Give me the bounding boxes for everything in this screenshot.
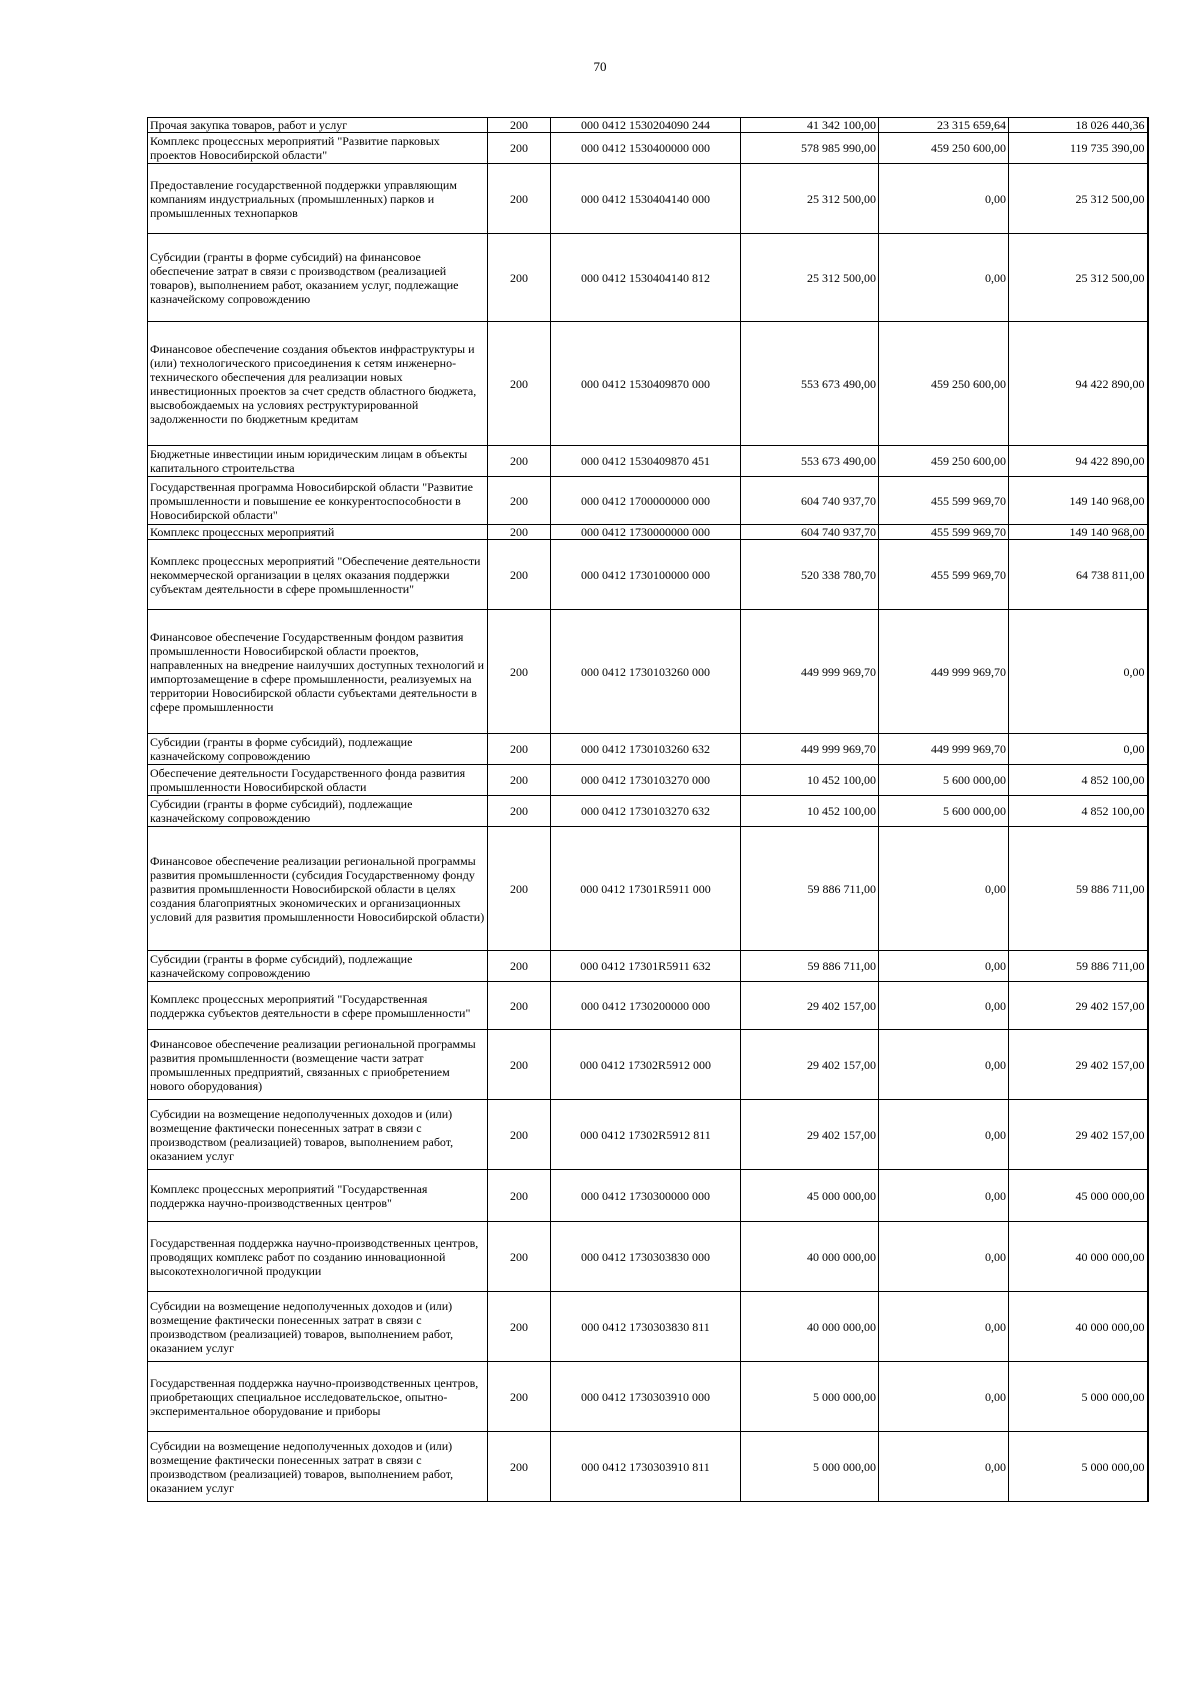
row-executed-cell: 0,00 [879,1100,1009,1170]
row-executed-cell: 23 315 659,64 [879,118,1009,133]
row-name-cell: Комплекс процессных мероприятий [148,525,488,540]
row-name-cell: Субсидии (гранты в форме субсидий), подлежащие казначейскому сопровождению [148,734,488,765]
row-unexecuted-cell: 45 000 000,00 [1009,1170,1148,1222]
row-approved-cell: 40 000 000,00 [741,1222,879,1292]
row-code-cell: 200 [488,610,551,734]
row-unexecuted-cell: 29 402 157,00 [1009,1100,1148,1170]
row-budget-code-cell: 000 0412 1730303830 811 [551,1292,741,1362]
table-row [148,540,1148,610]
table-body [148,118,1148,1502]
row-executed-cell: 0,00 [879,951,1009,982]
row-unexecuted-cell: 5 000 000,00 [1009,1362,1148,1432]
table-row [148,446,1148,477]
row-name-cell: Государственная поддержка научно-производственных центров, приобретающих специальное исследовательское, опытно-экспериментальное оборудование и приборы [148,1362,488,1432]
row-unexecuted-cell: 18 026 440,36 [1009,118,1148,133]
row-name-cell: Субсидии на возмещение недополученных доходов и (или) возмещение фактически понесенных затрат в связи с производством (реализацией) товаров, выполнением работ, оказанием услуг [148,1292,488,1362]
row-approved-cell: 40 000 000,00 [741,1292,879,1362]
row-budget-code-cell: 000 0412 17301R5911 000 [551,827,741,951]
row-approved-cell: 520 338 780,70 [741,540,879,610]
row-approved-cell: 5 000 000,00 [741,1432,879,1502]
row-name-cell: Субсидии на возмещение недополученных доходов и (или) возмещение фактически понесенных затрат в связи с производством (реализацией) товаров, выполнением работ, оказанием услуг [148,1100,488,1170]
row-approved-cell: 449 999 969,70 [741,734,879,765]
row-approved-cell: 604 740 937,70 [741,525,879,540]
row-budget-code-cell: 000 0412 1530409870 451 [551,446,741,477]
row-name-cell: Комплекс процессных мероприятий "Развитие парковых проектов Новосибирской области" [148,133,488,164]
row-unexecuted-cell: 4 852 100,00 [1009,796,1148,827]
row-unexecuted-cell: 64 738 811,00 [1009,540,1148,610]
row-budget-code-cell: 000 0412 1700000000 000 [551,477,741,525]
row-unexecuted-cell: 119 735 390,00 [1009,133,1148,164]
row-code-cell: 200 [488,982,551,1030]
table-row [148,982,1148,1030]
row-unexecuted-cell: 25 312 500,00 [1009,164,1148,234]
row-code-cell: 200 [488,540,551,610]
row-budget-code-cell: 000 0412 1730100000 000 [551,540,741,610]
row-code-cell: 200 [488,1170,551,1222]
row-budget-code-cell: 000 0412 1730303910 000 [551,1362,741,1432]
row-name-cell: Субсидии (гранты в форме субсидий), подлежащие казначейскому сопровождению [148,796,488,827]
row-name-cell: Комплекс процессных мероприятий "Государственная поддержка субъектов деятельности в сфере промышленности" [148,982,488,1030]
row-unexecuted-cell: 25 312 500,00 [1009,234,1148,322]
table-row [148,765,1148,796]
row-budget-code-cell: 000 0412 1730303910 811 [551,1432,741,1502]
row-code-cell: 200 [488,525,551,540]
row-name-cell: Субсидии (гранты в форме субсидий), подлежащие казначейскому сопровождению [148,951,488,982]
row-approved-cell: 59 886 711,00 [741,951,879,982]
row-executed-cell: 0,00 [879,1362,1009,1432]
row-code-cell: 200 [488,827,551,951]
row-executed-cell: 459 250 600,00 [879,133,1009,164]
page-number: 70 [593,59,607,74]
row-approved-cell: 29 402 157,00 [741,982,879,1030]
row-code-cell: 200 [488,951,551,982]
row-budget-code-cell: 000 0412 1730303830 000 [551,1222,741,1292]
row-approved-cell: 25 312 500,00 [741,234,879,322]
row-executed-cell: 0,00 [879,1170,1009,1222]
row-code-cell: 200 [488,118,551,133]
row-approved-cell: 553 673 490,00 [741,322,879,446]
row-unexecuted-cell: 149 140 968,00 [1009,525,1148,540]
row-executed-cell: 0,00 [879,1292,1009,1362]
row-code-cell: 200 [488,133,551,164]
row-approved-cell: 25 312 500,00 [741,164,879,234]
table-row [148,164,1148,234]
row-name-cell: Комплекс процессных мероприятий "Государственная поддержка научно-производственных центров" [148,1170,488,1222]
row-name-cell: Финансовое обеспечение реализации региональной программы развития промышленности (возмещение части затрат промышленных предприятий, связанных с приобретением нового оборудования) [148,1030,488,1100]
table-row [148,1292,1148,1362]
row-unexecuted-cell: 29 402 157,00 [1009,1030,1148,1100]
row-code-cell: 200 [488,734,551,765]
row-name-cell: Субсидии (гранты в форме субсидий) на финансовое обеспечение затрат в связи с производством (реализацией товаров), выполнением работ, оказанием услуг, подлежащие казначейскому сопровождению [148,234,488,322]
row-unexecuted-cell: 94 422 890,00 [1009,446,1148,477]
row-budget-code-cell: 000 0412 1730103270 000 [551,765,741,796]
row-executed-cell: 5 600 000,00 [879,796,1009,827]
row-unexecuted-cell: 0,00 [1009,610,1148,734]
table-row [148,322,1148,446]
table-row [148,133,1148,164]
row-code-cell: 200 [488,1432,551,1502]
row-name-cell: Финансовое обеспечение Государственным фондом развития промышленности Новосибирской области проектов, направленных на внедрение наилучших доступных технологий и импортозамещение в сфере промышленности, реализуемых на территории Новосибирской области субъектами деятельности в сфере промышленности [148,610,488,734]
table-row [148,734,1148,765]
row-approved-cell: 604 740 937,70 [741,477,879,525]
row-code-cell: 200 [488,164,551,234]
table-row [148,1222,1148,1292]
row-name-cell: Финансовое обеспечение реализации региональной программы развития промышленности (субсидия Государственному фонду развития промышленности Новосибирской области в целях создания благоприятных экономических и организационных условий для развития промышленности Новосибирской области) [148,827,488,951]
row-unexecuted-cell: 4 852 100,00 [1009,765,1148,796]
row-executed-cell: 455 599 969,70 [879,540,1009,610]
row-name-cell: Государственная поддержка научно-производственных центров, проводящих комплекс работ по созданию инновационной высокотехнологичной продукции [148,1222,488,1292]
table-row [148,951,1148,982]
row-code-cell: 200 [488,446,551,477]
row-budget-code-cell: 000 0412 1530204090 244 [551,118,741,133]
row-executed-cell: 0,00 [879,234,1009,322]
row-approved-cell: 41 342 100,00 [741,118,879,133]
row-executed-cell: 449 999 969,70 [879,610,1009,734]
row-executed-cell: 449 999 969,70 [879,734,1009,765]
row-approved-cell: 10 452 100,00 [741,765,879,796]
row-code-cell: 200 [488,477,551,525]
row-unexecuted-cell: 5 000 000,00 [1009,1432,1148,1502]
row-code-cell: 200 [488,1222,551,1292]
row-executed-cell: 455 599 969,70 [879,477,1009,525]
table-row [148,610,1148,734]
row-budget-code-cell: 000 0412 17301R5911 632 [551,951,741,982]
row-name-cell: Финансовое обеспечение создания объектов инфраструктуры и (или) технологического присоединения к сетям инженерно-технического обеспечения для реализации новых инвестиционных проектов за счет средств областного бюджета, высвобождаемых на условиях реструктурированной задолженности по бюджетным кредитам [148,322,488,446]
row-name-cell: Комплекс процессных мероприятий "Обеспечение деятельности некоммерческой организации в целях оказания поддержки субъектам деятельности в сфере промышленности" [148,540,488,610]
row-unexecuted-cell: 40 000 000,00 [1009,1222,1148,1292]
row-name-cell: Прочая закупка товаров, работ и услуг [148,118,488,133]
row-budget-code-cell: 000 0412 1530404140 812 [551,234,741,322]
table-row [148,1432,1148,1502]
row-budget-code-cell: 000 0412 1730103260 632 [551,734,741,765]
row-name-cell: Обеспечение деятельности Государственного фонда развития промышленности Новосибирской области [148,765,488,796]
row-approved-cell: 29 402 157,00 [741,1100,879,1170]
row-executed-cell: 0,00 [879,1030,1009,1100]
row-approved-cell: 5 000 000,00 [741,1362,879,1432]
table-row [148,796,1148,827]
row-unexecuted-cell: 59 886 711,00 [1009,827,1148,951]
row-code-cell: 200 [488,1292,551,1362]
row-executed-cell: 455 599 969,70 [879,525,1009,540]
row-approved-cell: 59 886 711,00 [741,827,879,951]
row-name-cell: Предоставление государственной поддержки управляющим компаниям индустриальных (промышленных) парков и промышленных технопарков [148,164,488,234]
row-unexecuted-cell: 94 422 890,00 [1009,322,1148,446]
row-executed-cell: 0,00 [879,1432,1009,1502]
table-row [148,1030,1148,1100]
row-executed-cell: 0,00 [879,982,1009,1030]
row-name-cell: Субсидии на возмещение недополученных доходов и (или) возмещение фактически понесенных затрат в связи с производством (реализацией) товаров, выполнением работ, оказанием услуг [148,1432,488,1502]
budget-execution-table [147,117,1149,1502]
row-approved-cell: 45 000 000,00 [741,1170,879,1222]
row-approved-cell: 29 402 157,00 [741,1030,879,1100]
row-unexecuted-cell: 0,00 [1009,734,1148,765]
row-budget-code-cell: 000 0412 1530400000 000 [551,133,741,164]
table-row [148,1362,1148,1432]
row-code-cell: 200 [488,1030,551,1100]
row-budget-code-cell: 000 0412 1730103260 000 [551,610,741,734]
row-unexecuted-cell: 40 000 000,00 [1009,1292,1148,1362]
row-code-cell: 200 [488,322,551,446]
row-code-cell: 200 [488,796,551,827]
table-row [148,477,1148,525]
row-approved-cell: 578 985 990,00 [741,133,879,164]
row-budget-code-cell: 000 0412 17302R5912 000 [551,1030,741,1100]
row-budget-code-cell: 000 0412 1730000000 000 [551,525,741,540]
row-budget-code-cell: 000 0412 1530404140 000 [551,164,741,234]
row-budget-code-cell: 000 0412 1530409870 000 [551,322,741,446]
row-budget-code-cell: 000 0412 1730103270 632 [551,796,741,827]
table-row [148,827,1148,951]
row-unexecuted-cell: 59 886 711,00 [1009,951,1148,982]
row-approved-cell: 10 452 100,00 [741,796,879,827]
table-row [148,1170,1148,1222]
table-row [148,525,1148,540]
row-name-cell: Государственная программа Новосибирской области "Развитие промышленности и повышение ее конкурентоспособности в Новосибирской области" [148,477,488,525]
row-unexecuted-cell: 29 402 157,00 [1009,982,1148,1030]
row-executed-cell: 459 250 600,00 [879,322,1009,446]
row-executed-cell: 0,00 [879,164,1009,234]
row-code-cell: 200 [488,234,551,322]
row-executed-cell: 0,00 [879,1222,1009,1292]
row-executed-cell: 0,00 [879,827,1009,951]
row-name-cell: Бюджетные инвестиции иным юридическим лицам в объекты капитального строительства [148,446,488,477]
row-executed-cell: 459 250 600,00 [879,446,1009,477]
row-budget-code-cell: 000 0412 17302R5912 811 [551,1100,741,1170]
row-approved-cell: 553 673 490,00 [741,446,879,477]
table-row [148,118,1148,133]
row-budget-code-cell: 000 0412 1730200000 000 [551,982,741,1030]
row-budget-code-cell: 000 0412 1730300000 000 [551,1170,741,1222]
row-code-cell: 200 [488,765,551,796]
table-row [148,234,1148,322]
row-code-cell: 200 [488,1362,551,1432]
row-code-cell: 200 [488,1100,551,1170]
row-executed-cell: 5 600 000,00 [879,765,1009,796]
table-row [148,1100,1148,1170]
row-unexecuted-cell: 149 140 968,00 [1009,477,1148,525]
row-approved-cell: 449 999 969,70 [741,610,879,734]
